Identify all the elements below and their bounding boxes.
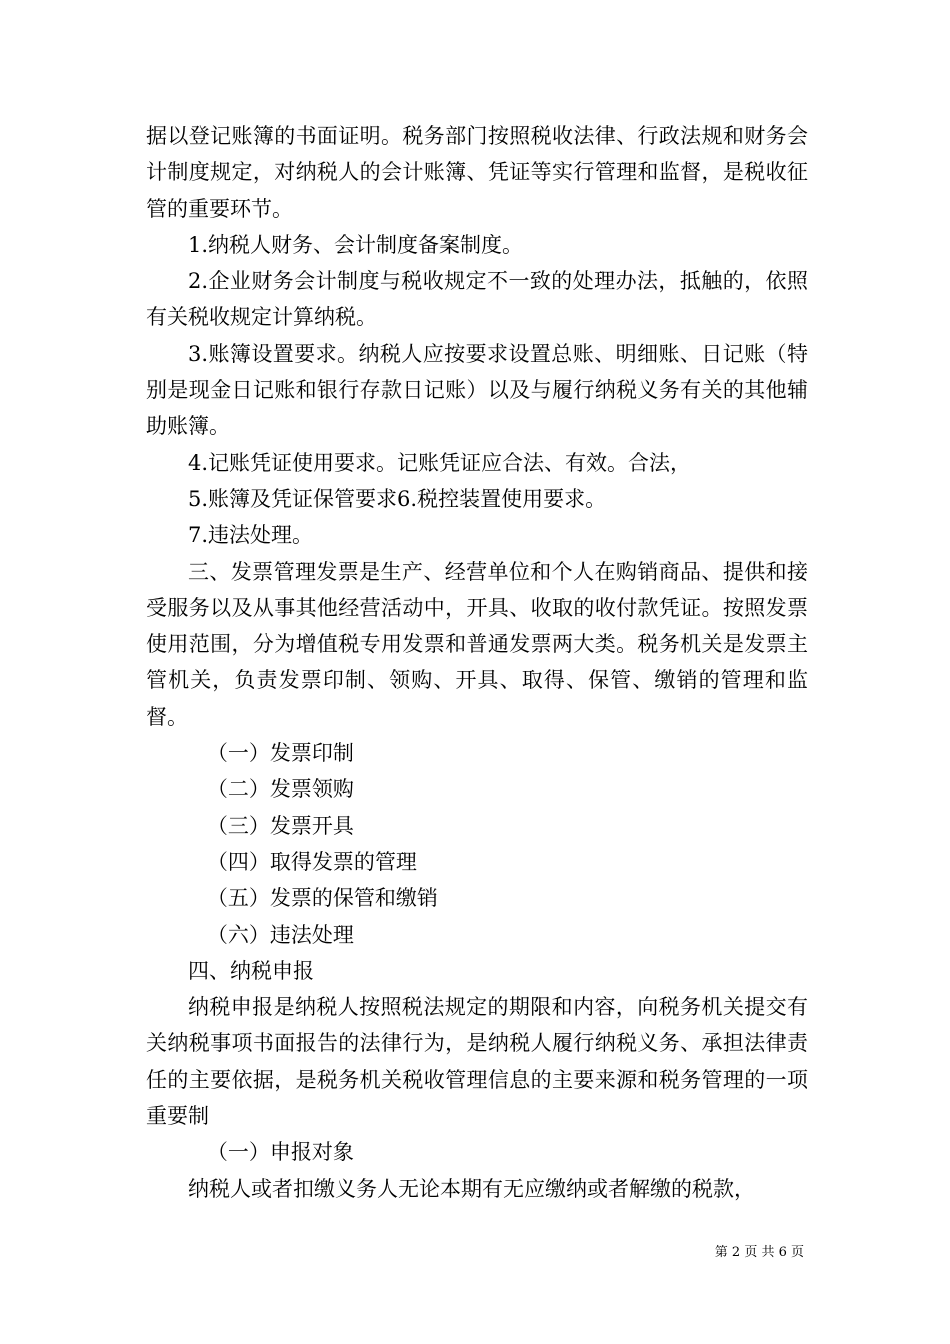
subsection-item: （六）违法处理 bbox=[206, 922, 354, 947]
section-heading: 四、纳税申报 bbox=[188, 958, 314, 983]
paragraph: 5.账簿及凭证保管要求6.税控装置使用要求。 bbox=[188, 486, 607, 511]
subsection-item: （一）申报对象 bbox=[206, 1140, 354, 1165]
paragraph: 3.账簿设置要求。纳税人应按要求设置总账、明细账、日记账（特别是现金日记账和银行存款日记账）以及与履行纳税义务有关的其他辅助账簿。 bbox=[146, 341, 808, 439]
section-heading-paragraph: 三、发票管理发票是生产、经营单位和个人在购销商品、提供和接受服务以及从事其他经营活动中，开具、收取的收付款凭证。按照发票使用范围，分为增值税专用发票和普通发票两大类。税务机关是发票主管机关，负责发票印制、领购、开具、取得、保管、缴销的管理和监督。 bbox=[146, 559, 808, 729]
subsection-item: （四）取得发票的管理 bbox=[206, 849, 417, 874]
subsection-item: （一）发票印制 bbox=[206, 741, 354, 766]
paragraph: 2.企业财务会计制度与税收规定不一致的处理办法，抵触的，依照有关税收规定计算纳税。 bbox=[146, 269, 808, 330]
paragraph: 7.违法处理。 bbox=[188, 523, 314, 548]
page-number-footer: 第 2 页 共 6 页 bbox=[714, 1245, 804, 1260]
paragraph: 4.记账凭证使用要求。记账凭证应合法、有效。合法， bbox=[188, 450, 692, 475]
paragraph: 纳税申报是纳税人按照税法规定的期限和内容，向税务机关提交有关纳税事项书面报告的法律行为，是纳税人履行纳税义务、承担法律责任的主要依据，是税务机关税收管理信息的主要来源和税务管理的一项重要制 bbox=[146, 995, 808, 1129]
paragraph: 据以登记账簿的书面证明。税务部门按照税收法律、行政法规和财务会计制度规定，对纳税人的会计账簿、凭证等实行管理和监督，是税收征管的重要环节。 bbox=[146, 124, 808, 221]
paragraph: 1.纳税人财务、会计制度备案制度。 bbox=[188, 232, 524, 257]
subsection-item: （五）发票的保管和缴销 bbox=[206, 886, 438, 911]
subsection-item: （三）发票开具 bbox=[206, 813, 354, 838]
paragraph: 纳税人或者扣缴义务人无论本期有无应缴纳或者解缴的税款， bbox=[188, 1176, 755, 1201]
subsection-item: （二）发票领购 bbox=[206, 777, 354, 802]
document-body bbox=[146, 118, 808, 1207]
